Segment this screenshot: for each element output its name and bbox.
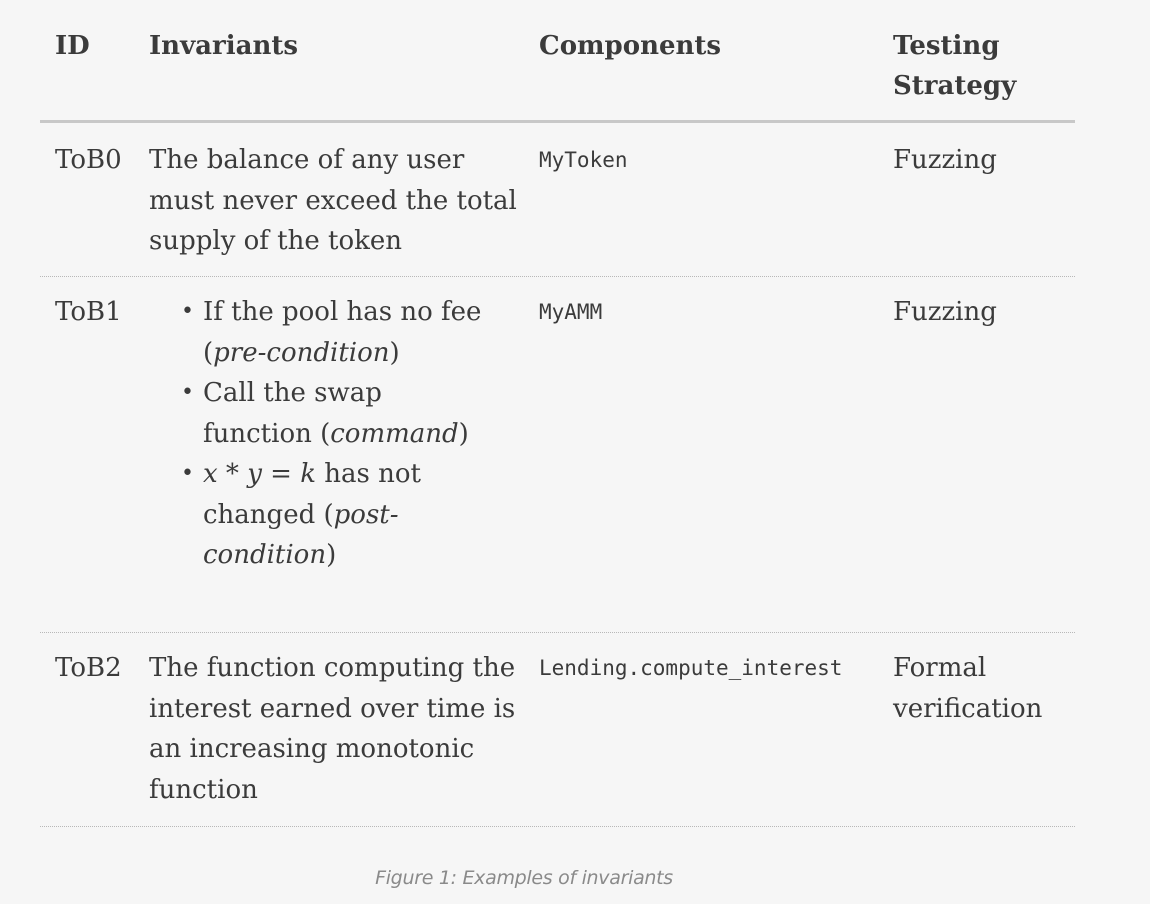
invariants-table xyxy=(40,0,1075,827)
row-invariant: The function computing the interest earned over time is an increasing monotonic function xyxy=(149,653,516,805)
row-component: MyToken xyxy=(539,148,628,172)
bullet-icon: • xyxy=(181,299,194,324)
row-component: MyAMM xyxy=(539,300,603,324)
list-item: • x * y = k has not changed (post-condition) xyxy=(149,454,493,576)
header-testing-strategy xyxy=(893,26,1073,106)
bullet-icon: • xyxy=(181,380,194,405)
row-testing-strategy: Fuzzing xyxy=(893,145,997,175)
formula-y: y xyxy=(247,459,262,489)
row-component: Lending.compute_interest xyxy=(539,656,843,680)
formula-x: x xyxy=(203,459,218,489)
table-header-row xyxy=(40,0,1075,123)
header-testing-line1: Testing xyxy=(893,31,1000,61)
row-id: ToB1 xyxy=(55,297,122,327)
bullet-icon: • xyxy=(181,461,194,486)
table-row xyxy=(40,123,1075,277)
table-row xyxy=(40,633,1075,827)
list-item: • If the pool has no fee (pre-condition) xyxy=(149,292,493,373)
row-invariant-list xyxy=(149,292,529,576)
figure-caption: Figure 1: Examples of invariants xyxy=(375,867,673,889)
row-invariant: The balance of any user must never exceed the total supply of the token xyxy=(149,145,517,256)
table-row xyxy=(40,277,1075,633)
row-testing-strategy: Formal verification xyxy=(893,653,1043,724)
header-invariants: Invariants xyxy=(149,31,298,61)
row-testing-strategy: Fuzzing xyxy=(893,297,997,327)
header-components: Components xyxy=(539,31,722,61)
formula-k: k xyxy=(300,459,316,489)
list-item: • Call the swap function (command) xyxy=(149,373,493,454)
row-id: ToB0 xyxy=(55,145,122,175)
header-testing-line2: Strategy xyxy=(893,71,1017,101)
row-id: ToB2 xyxy=(55,653,122,683)
header-id: ID xyxy=(55,31,90,61)
